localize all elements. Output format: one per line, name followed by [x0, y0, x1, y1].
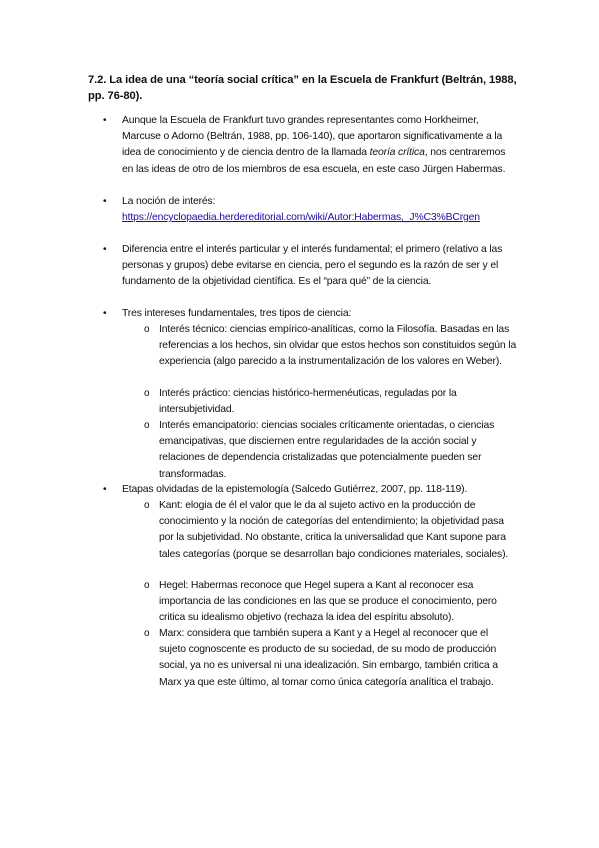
sub-item-marx: Marx: considera que también supera a Kant y a Hegel al reconocer que el sujeto cognoscente es producto de su sociedad, de su modo de producción social, ya no es universal ni una idealización. Sin embargo, también critica a Marx ya que este último, al tomar como única categoría analítica el trabajo. — [159, 628, 498, 688]
sub-item-hegel: Hegel: Habermas reconoce que Hegel supera a Kant al reconocer esa importancia de las condiciones en las que se produce el conocimiento, pero critica su idealismo objetivo (rechaza la idea del espíritu absoluto). — [159, 580, 497, 624]
sub-item-emancipatory-interest: Interés emancipatorio: ciencias sociales críticamente orientadas, o ciencias emancipativas, que disciernen entre regularidades de la acción social y relaciones de dependencia cristalizadas que potencialmente pueden ser transformadas. — [159, 420, 495, 480]
sub-bullet-marker: o — [144, 324, 150, 335]
bullet-three-interests: Tres intereses fundamentales, tres tipos de ciencia: — [122, 308, 352, 319]
bullet-marker: • — [103, 308, 107, 319]
bullet-marker: • — [103, 484, 107, 495]
section-heading: 7.2. La idea de una “teoría social crítica” en la Escuela de Frankfurt (Beltrán, 1988, pp. 76-80). — [88, 74, 517, 102]
sub-bullet-marker: o — [144, 500, 150, 511]
bullet-marker: • — [103, 244, 107, 255]
sub-bullet-marker: o — [144, 628, 150, 639]
bullet-text: Aunque la Escuela de Frankfurt tuvo grandes representantes como Horkheimer, Marcuse o Adorno (Beltrán, 1988, pp. 106-140), que aportaron significativamente a la idea de conocimiento y de ciencia dentro de la llamada — [122, 115, 503, 159]
bullet-forgotten-stages: Etapas olvidadas de la epistemología (Salcedo Gutiérrez, 2007, pp. 118-119). — [122, 484, 468, 495]
bullet-text: La noción de interés: — [122, 196, 216, 207]
bullet-text: , nos centraremos en las ideas de otro de los miembros de esa escuela, en este caso Jürgen Habermas. — [122, 147, 506, 175]
bullet-interest-notion — [122, 194, 516, 226]
sub-bullet-marker: o — [144, 580, 150, 591]
bullet-interest-difference: Diferencia entre el interés particular y el interés fundamental; el primero (relativo a las personas y grupos) debe evitarse en ciencia, pero el segundo es la razón de ser y el fundamento de la objetividad científica. Es el “para qué” de la ciencia. — [122, 244, 503, 288]
sub-bullet-marker: o — [144, 420, 150, 431]
bullet-marker: • — [103, 115, 107, 126]
sub-bullet-marker: o — [144, 388, 150, 399]
sub-item-kant: Kant: elogia de él el valor que le da al sujeto activo en la producción de conocimiento y la noción de categorías del entendimiento; la objetividad pasa por la subjetividad. No obstante, critica la universalidad que Kant supone para tales categorías (porque se desarrollan bajo condiciones materiales, sociales). — [159, 500, 509, 560]
bullet-marker: • — [103, 196, 107, 207]
italic-term: teoría crítica — [369, 147, 425, 159]
encyclopedia-link[interactable]: https://encyclopaedia.herdereditorial.com/wiki/Autor:Habermas,_J%C3%BCrgen — [122, 212, 480, 224]
bullet-frankfurt-school — [122, 113, 516, 178]
sub-item-technical-interest: Interés técnico: ciencias empírico-analíticas, como la Filosofía. Basadas en las referencias a los hechos, sin olvidar que estos hechos son constituidos según la experiencia (algo parecido a la instrumentalización de los valores en Weber). — [159, 324, 517, 368]
sub-item-practical-interest: Interés práctico: ciencias histórico-hermenéuticas, reguladas por la intersubjetividad. — [159, 388, 457, 416]
